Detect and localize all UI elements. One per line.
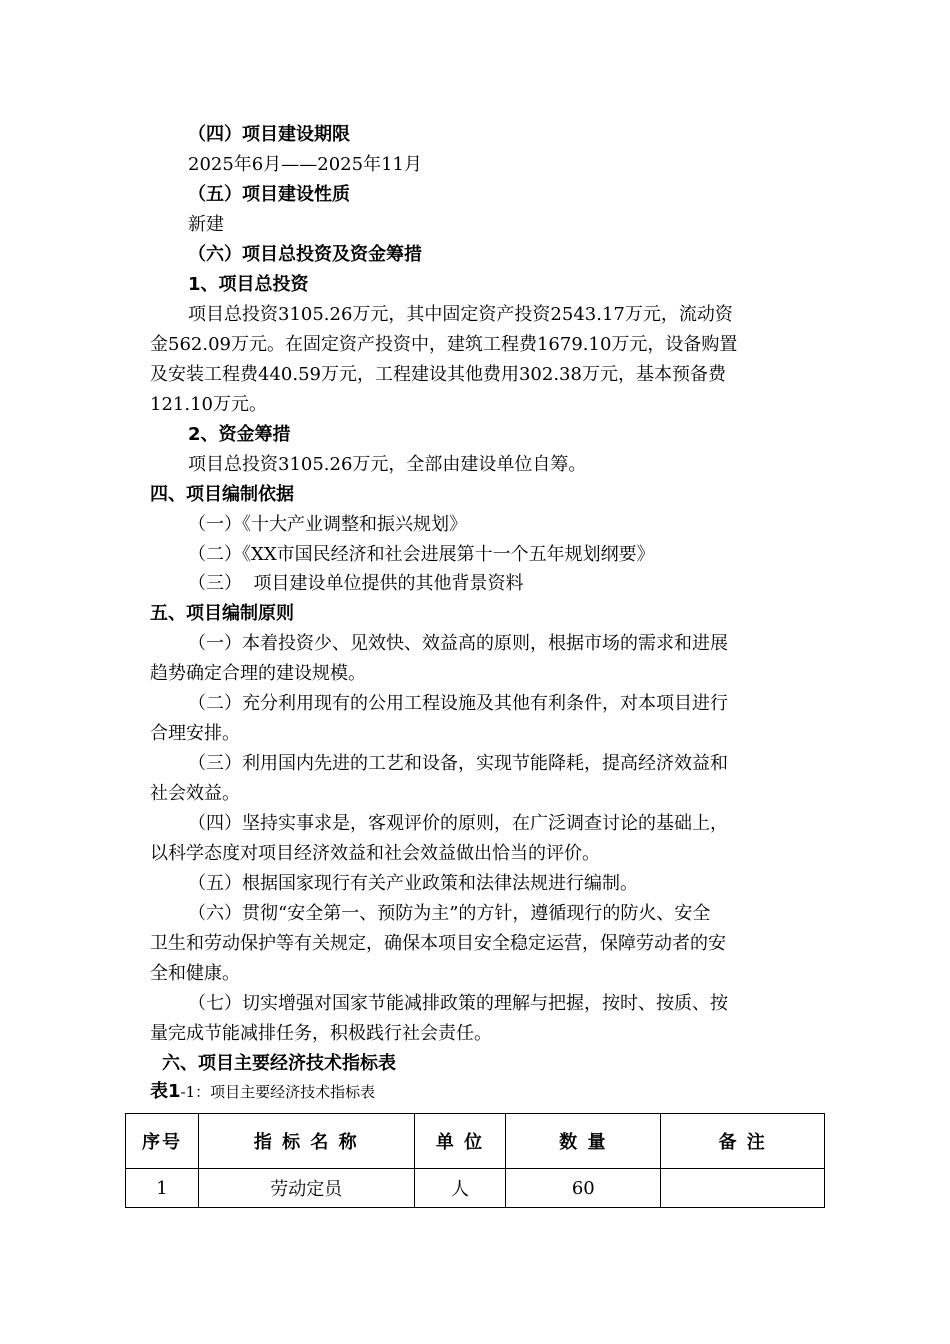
section-5-text: 新建 (188, 214, 224, 235)
table-cell (661, 1169, 825, 1208)
table-caption-text: -1：项目主要经济技术指标表 (180, 1083, 376, 1101)
table-cell: 60 (506, 1169, 661, 1208)
section-6-1-line: 121.10万元。 (150, 394, 267, 415)
section-5-heading: （五）项目建设性质 (188, 184, 350, 205)
principle-line: 卫生和劳动保护等有关规定，确保本项目安全稳定运营，保障劳动者的安 (150, 933, 726, 954)
principle-line: （五）根据国家现行有关产业政策和法律法规进行编制。 (188, 873, 638, 894)
table-caption-label: 表1 (150, 1081, 181, 1102)
principle-line: （七）切实增强对国家节能减排政策的理解与把握，按时、按质、按 (188, 993, 728, 1014)
section-6-1-line: 项目总投资3105.26万元，其中固定资产投资2543.17万元，流动资 (188, 304, 733, 325)
section-6-1-heading: 1、项目总投资 (188, 274, 309, 295)
indicators-heading: 六、项目主要经济技术指标表 (162, 1053, 396, 1074)
principle-line: （四）坚持实事求是，客观评价的原则，在广泛调查讨论的基础上， (188, 813, 728, 834)
table-header-row (126, 1114, 825, 1169)
table-caption (150, 1081, 375, 1103)
table-cell: 人 (414, 1169, 506, 1208)
basis-item: （二）《XX市国民经济和社会进展第十一个五年规划纲要》 (188, 544, 655, 565)
principle-line: （六）贯彻“安全第一、预防为主”的方针，遵循现行的防火、安全 (188, 903, 711, 924)
section-6-1-line: 及安装工程费440.59万元，工程建设其他费用302.38万元，基本预备费 (150, 364, 726, 385)
basis-item: （一）《十大产业调整和振兴规划》 (188, 514, 467, 535)
column-header: 备 注 (661, 1114, 825, 1169)
principle-line: （二）充分利用现有的公用工程设施及其他有利条件，对本项目进行 (188, 693, 728, 714)
principle-line: 社会效益。 (150, 783, 240, 804)
column-header: 序号 (126, 1114, 199, 1169)
section-4-heading: （四）项目建设期限 (188, 124, 350, 145)
section-6-2-text: 项目总投资3105.26万元，全部由建设单位自筹。 (188, 454, 587, 475)
column-header: 单 位 (414, 1114, 506, 1169)
basis-item: （三） 项目建设单位提供的其他背景资料 (188, 573, 524, 594)
table-row (126, 1169, 825, 1208)
principle-line: 量完成节能减排任务，积极践行社会责任。 (150, 1023, 492, 1044)
section-6-heading: （六）项目总投资及资金筹措 (188, 244, 422, 265)
indicators-table (125, 1113, 825, 1208)
table-cell: 劳动定员 (198, 1169, 414, 1208)
column-header: 数 量 (506, 1114, 661, 1169)
section-4-text: 2025年6月——2025年11月 (188, 154, 422, 175)
principles-heading: 五、项目编制原则 (150, 603, 294, 624)
table-cell: 1 (126, 1169, 199, 1208)
principle-line: （一）本着投资少、见效快、效益高的原则，根据市场的需求和进展 (188, 633, 728, 654)
section-6-1-line: 金562.09万元。在固定资产投资中，建筑工程费1679.10万元，设备购置 (150, 334, 738, 355)
principle-line: （三）利用国内先进的工艺和设备，实现节能降耗，提高经济效益和 (188, 753, 728, 774)
basis-heading: 四、项目编制依据 (150, 484, 294, 505)
section-6-2-heading: 2、资金筹措 (188, 424, 291, 445)
column-header: 指 标 名 称 (198, 1114, 414, 1169)
principle-line: 合理安排。 (150, 723, 240, 744)
principle-line: 全和健康。 (150, 963, 240, 984)
principle-line: 趋势确定合理的建设规模。 (150, 663, 366, 684)
principle-line: 以科学态度对项目经济效益和社会效益做出恰当的评价。 (150, 843, 600, 864)
